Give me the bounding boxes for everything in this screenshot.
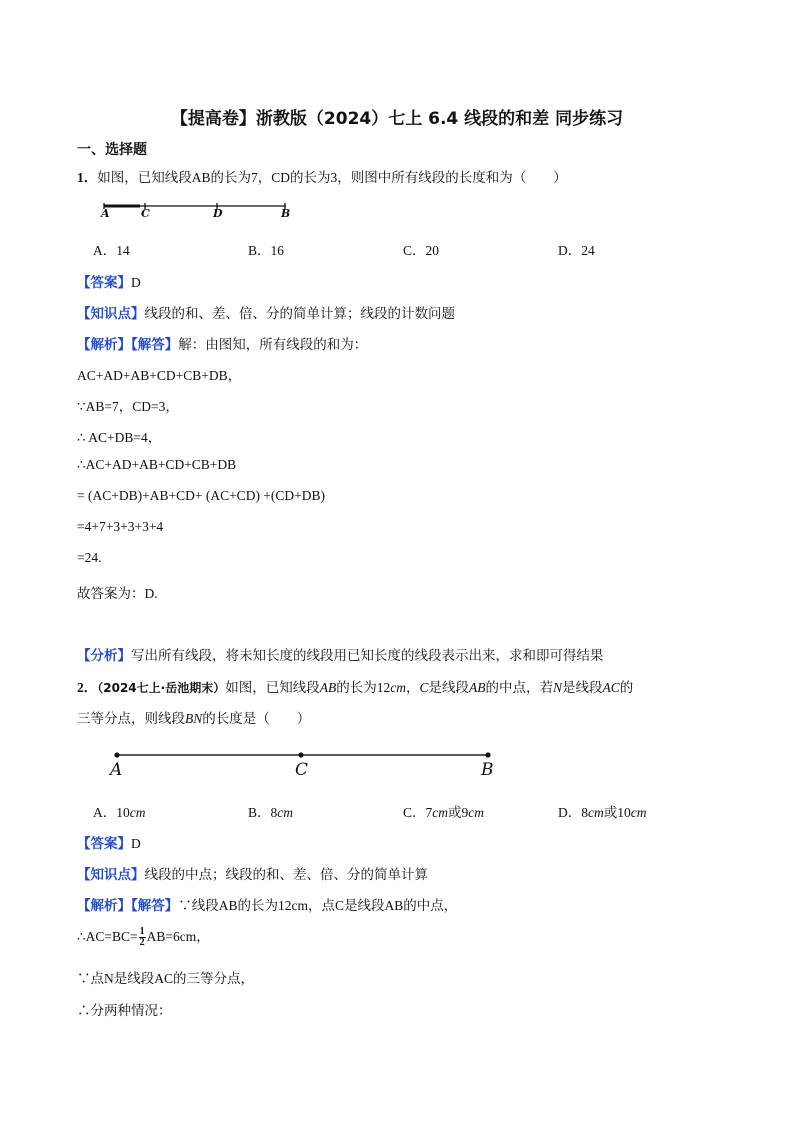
q1-label-c: C (141, 207, 150, 220)
q2-option-a-unit: cm (129, 805, 146, 820)
q2-point-b (485, 752, 490, 757)
q2-stem-line1 (77, 676, 633, 696)
q2-n: N (552, 680, 562, 695)
q2-stem-part: 的 (619, 680, 634, 695)
q2-ab: AB (468, 680, 486, 695)
q2-analysis-line-4: ∴分两种情况： (77, 1003, 172, 1018)
q2-option-d-value: 8 (581, 805, 588, 820)
q2-stem-part: 是线段 (562, 680, 603, 695)
q1-analysis-line-2: ∵AB=7，CD=3， (77, 399, 179, 414)
q2-option-a-value: 10 (116, 805, 130, 820)
q2-label-a: A (110, 760, 123, 780)
q2-option-d-or: 或 (603, 805, 618, 820)
q1-option-d: D．24 (558, 243, 595, 258)
q2-option-c-unit: cm (432, 805, 449, 820)
q1-figure (98, 198, 298, 224)
q2-analysis-line-3: ∵点N是线段AC的三等分点， (77, 971, 255, 986)
q2-c: C (419, 680, 429, 695)
q2-answer-tag: 【答案】 (77, 836, 131, 851)
q1-option-b: B．16 (248, 243, 285, 258)
q2-unit: cm (390, 680, 406, 695)
q1-stem-text: 如图，已知线段AB的长为7，CD的长为3，则图中所有线段的长度和为（ ） (97, 170, 567, 185)
q2-stem-part: 的长为 (336, 680, 377, 695)
q2-analysis-tag: 【解析】【解答】 (77, 898, 179, 913)
q2-analysis-first (77, 894, 457, 914)
q2-kp-text: 线段的中点；线段的和、差、倍、分的简单计算 (144, 867, 428, 882)
q2-length: 12 (376, 680, 391, 695)
q2-option-b-unit: cm (277, 805, 294, 820)
q2-option-d-unit: cm (588, 805, 604, 820)
page-title: 【提高卷】浙教版（2024）七上 6.4 线段的和差 同步练习 (170, 109, 624, 129)
q2-option-b-letter: B． (248, 805, 271, 820)
q2-bn: BN (185, 711, 203, 726)
q2-stem-part: 是线段 (428, 680, 469, 695)
section-heading: 一、选择题 (77, 142, 147, 158)
q1-kp-tag: 【知识点】 (77, 306, 145, 321)
q2-option-a (93, 801, 146, 821)
q1-fenxi-text: 写出所有线段，将未知长度的线段用已知长度的线段表示出来，求和即可得结果 (131, 648, 604, 663)
q2-option-b-value: 8 (270, 805, 278, 820)
q2-option-d-letter: D． (558, 805, 582, 820)
q1-option-a: A．14 (93, 243, 130, 258)
q2-kp-tag: 【知识点】 (77, 867, 145, 882)
q1-fenxi (77, 644, 604, 664)
q2-source: （2024七上·岳池期末） (97, 681, 226, 695)
q1-analysis-tag: 【解析】【解答】 (77, 337, 179, 352)
q1-analysis-line-7: =24. (77, 550, 102, 565)
q2-answer-value: D (131, 836, 141, 851)
q2-option-a-letter: A． (93, 805, 117, 820)
q2-option-c (403, 801, 484, 821)
q2-ac: AC (602, 680, 620, 695)
q2-stem-part: 三等分点，则线段 (77, 711, 185, 726)
q1-knowledge-point (77, 302, 455, 322)
q2-option-b (248, 801, 293, 821)
q2-option-c-value2: 9 (461, 805, 469, 820)
q1-analysis-line-6: =4+7+3+3+3+4 (77, 519, 164, 534)
q1-answer (77, 271, 141, 291)
q1-label-d: D (213, 207, 223, 220)
q1-option-c: C．20 (403, 243, 440, 258)
q2-stem-part: 的中点，若 (485, 680, 553, 695)
q2-analysis-line-2 (77, 925, 210, 948)
q1-label-a: A (101, 207, 110, 220)
q1-analysis-line-1: AC+AD+AB+CD+CB+DB， (77, 368, 242, 383)
q2-fraction (139, 927, 146, 948)
q2-point-c (298, 752, 303, 757)
q1-analysis-line-8: 故答案为：D. (77, 586, 158, 601)
q1-label-b: B (281, 207, 291, 220)
q2-option-c-or: 或 (448, 805, 462, 820)
q1-analysis-line-3: ∴ AC+DB=4， (77, 430, 162, 445)
q2-option-d (558, 801, 647, 821)
q1-analysis-first (77, 333, 367, 353)
q1-fenxi-tag: 【分析】 (77, 648, 131, 663)
q1-number: 1． (77, 170, 98, 185)
q2-answer (77, 832, 141, 852)
q2-option-d-unit2: cm (630, 805, 647, 820)
q2-frac-num: 1 (139, 926, 145, 938)
q1-kp-text: 线段的和、差、倍、分的简单计算；线段的计数问题 (144, 306, 455, 321)
q1-stem (77, 166, 567, 186)
q2-option-c-unit2: cm (468, 805, 485, 820)
q2-stem-part: ， (405, 680, 420, 695)
q2-label-b: B (481, 760, 494, 780)
q1-analysis-line-4: ∴AC+AD+AB+CD+CB+DB (77, 457, 237, 472)
q2-option-d-value2: 10 (617, 805, 631, 820)
q2-point-a (114, 752, 119, 757)
q2-frac-den: 2 (139, 937, 145, 949)
q2-stem-part: 如图，已知线段 (225, 680, 320, 695)
q2-analysis-2b: AB=6cm， (146, 929, 210, 944)
q2-analysis-line-1: ∵线段AB的长为12cm，点C是线段AB的中点， (178, 898, 458, 913)
q2-label-c: C (295, 760, 309, 780)
q2-stem-line2 (77, 707, 310, 727)
q1-analysis-line-0: 解：由图知，所有线段的和为： (178, 337, 368, 352)
q2-number: 2． (77, 680, 98, 695)
q1-answer-value: D (131, 275, 141, 290)
q2-option-c-letter: C． (403, 805, 426, 820)
q2-knowledge-point (77, 863, 428, 883)
q2-ab: AB (319, 680, 337, 695)
q1-analysis-line-5: = (AC+DB)+AB+CD+ (AC+CD) +(CD+DB) (77, 488, 326, 503)
q1-answer-tag: 【答案】 (77, 275, 131, 290)
q2-analysis-2a: ∴AC=BC= (77, 929, 138, 944)
q2-option-c-value: 7 (425, 805, 433, 820)
q2-stem-part: 的长度是（ ） (202, 711, 311, 726)
